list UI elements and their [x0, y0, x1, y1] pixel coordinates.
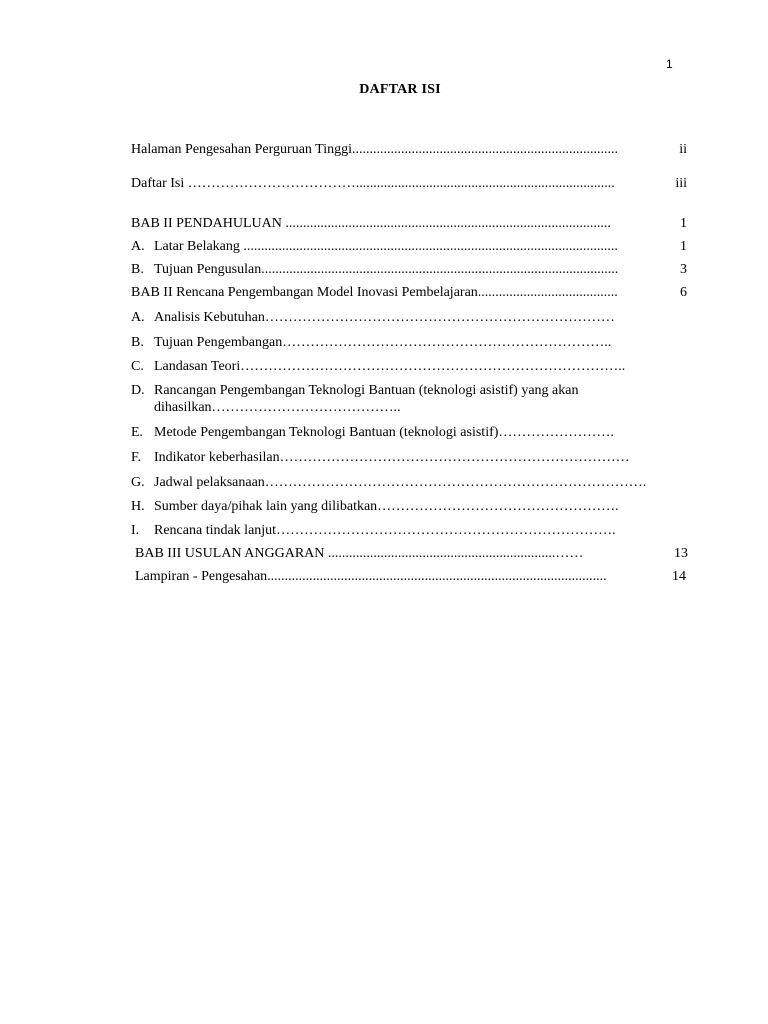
toc-entry-marker: B.	[131, 262, 144, 277]
toc-entry-page: iii	[669, 175, 687, 192]
toc-entry-marker: D.	[131, 383, 145, 398]
toc-entry-page: 13	[674, 546, 688, 561]
toc-entry-text: Rencana tindak lanjut……………………………………………………………….	[154, 523, 616, 538]
document-title: DAFTAR ISI	[359, 82, 441, 97]
toc-entry-page: 3	[674, 261, 687, 278]
toc-entry-marker: H.	[131, 499, 145, 514]
toc-entry-text: Jadwal pelaksanaan……………………………………………………………………….	[154, 475, 647, 490]
toc-entry-text: Rancangan Pengembangan Teknologi Bantuan (teknologi asistif) yang akan dihasilkan…………………………………..	[154, 383, 579, 415]
toc-entry-page: 1	[674, 215, 687, 232]
toc-entry-text: BAB II Rencana Pengembangan Model Inovasi Pembelajaran........................................	[131, 285, 618, 300]
toc-entry-page: 14	[672, 569, 686, 584]
toc-entry-marker: B.	[131, 335, 144, 350]
toc-entry-text: Halaman Pengesahan Perguruan Tinggi............................................................................	[131, 142, 618, 157]
toc-entry-rancangan-pengembangan	[131, 382, 687, 418]
toc-entry-text: Lampiran - Pengesahan.................................................................................................	[135, 569, 607, 584]
toc-entry-text: Latar Belakang ...........................................................................................................	[154, 239, 618, 254]
toc-entry-marker: A.	[131, 310, 145, 325]
toc-entry-marker: F.	[131, 450, 142, 465]
toc-entry-page: 1	[674, 238, 687, 255]
toc-entry-text: Metode Pengembangan Teknologi Bantuan (teknologi asistif)…………………….	[154, 425, 614, 440]
toc-entry-marker: G.	[131, 475, 145, 490]
toc-entry-page: ii	[673, 141, 687, 158]
toc-entry-marker: E.	[131, 425, 144, 440]
toc-entry-text: Daftar Isi ………………………………..........................................................................	[131, 176, 615, 191]
toc-entry-text: Tujuan Pengembangan……………………………………………………………..	[154, 335, 612, 350]
toc-entry-text: Tujuan Pengusulan......................................................................................................	[154, 262, 619, 277]
toc-entry-marker: A.	[131, 239, 145, 254]
toc-entry-marker: C.	[131, 359, 144, 374]
toc-entry-page: 6	[674, 284, 687, 301]
page-number: 1	[666, 57, 673, 71]
toc-entry-text: Landasan Teori………………………………………………………………………..	[154, 359, 626, 374]
toc-entry-text: Analisis Kebutuhan…………………………………………………………………	[154, 310, 615, 325]
toc-entry-text: BAB II PENDAHULUAN .............................................................................................	[131, 216, 611, 231]
toc-entry-text: Indikator keberhasilan…………………………………………………………………	[154, 450, 630, 465]
toc-entry-text: Sumber daya/pihak lain yang dilibatkan…………………………………………….	[154, 499, 619, 514]
toc-entry-marker: I.	[131, 523, 140, 538]
toc-entry-text: BAB III USULAN ANGGARAN .................................................................……	[135, 546, 584, 561]
